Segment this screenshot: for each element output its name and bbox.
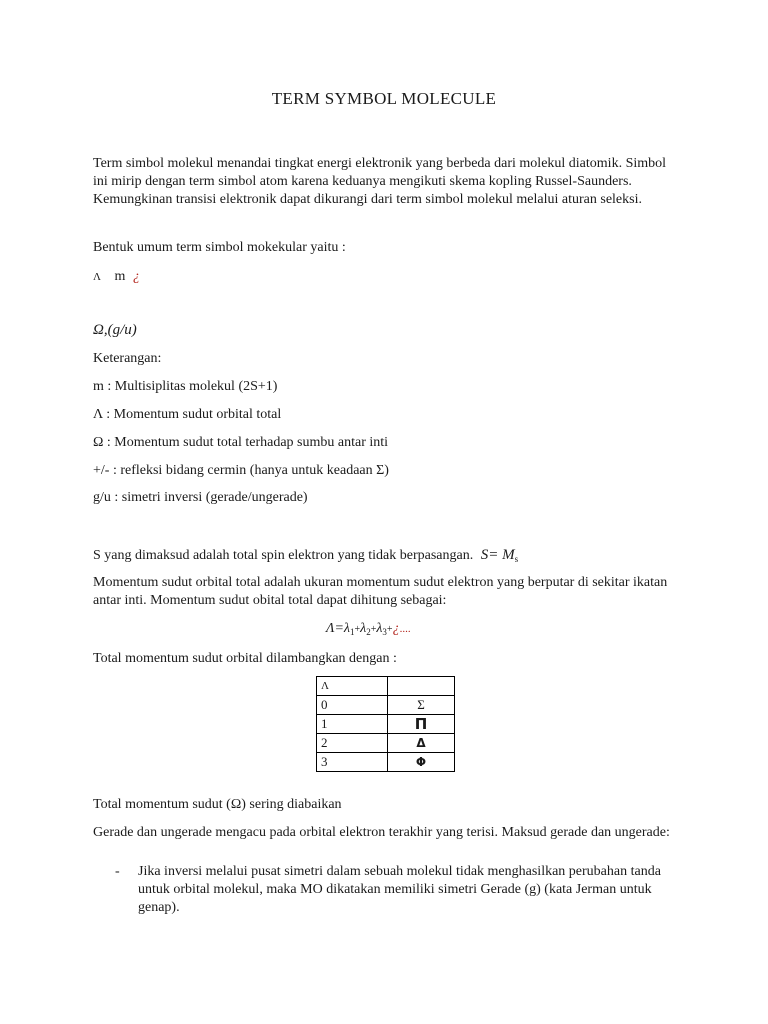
lambda-sum-lhs: Λ= — [326, 621, 344, 636]
lambda-1: λ — [343, 621, 350, 636]
table-row — [317, 734, 455, 753]
table-row — [317, 753, 455, 772]
legend-omega: Ω : Momentum sudut total terhadap sumbu antar inti — [93, 435, 389, 450]
lambda-3: λ — [376, 621, 383, 636]
legend-lambda: Λ : Momentum sudut orbital total — [93, 407, 282, 422]
table-cell-symbol: Φ — [388, 753, 455, 772]
symbol-table — [316, 676, 455, 772]
spin-formula-m: M — [502, 547, 515, 563]
table-header-empty — [388, 677, 455, 696]
momentum-paragraph: Momentum sudut orbital total adalah ukuran momentum sudut elektron yang berputar di sekitar ikatan antar inti. Momentum sudut obital total dapat dihitung sebagai: — [93, 575, 668, 608]
table-row — [317, 715, 455, 734]
spin-formula-lhs: S= — [480, 547, 499, 563]
plus-2: + — [370, 624, 377, 635]
formula-m: m — [114, 269, 126, 284]
lambda-sum-tail: ¿ — [392, 621, 400, 636]
legend-m: m : Multisiplitas molekul (2S+1) — [93, 379, 278, 394]
formula-line-1 — [93, 268, 140, 286]
spin-line — [93, 546, 518, 568]
page-title: TERM SYMBOL MOLECULE — [271, 89, 497, 108]
spin-formula — [481, 547, 518, 563]
table-cell-value: 1 — [317, 715, 388, 734]
plus-1: + — [354, 624, 361, 635]
lambda-sum-formula — [326, 620, 411, 641]
lambda-sum-dots: .... — [399, 623, 411, 635]
formula-line-2: Ω,(g/u) — [93, 322, 137, 338]
spin-formula-sub: s — [514, 554, 519, 564]
spin-text: S yang dimaksud adalah total spin elektron yang tidak berpasangan. — [93, 548, 474, 563]
lambda-2: λ — [360, 621, 367, 636]
lambda-1-sub: 1 — [349, 627, 355, 637]
table-row — [317, 696, 455, 715]
table-cell-value: 0 — [317, 696, 388, 715]
legend-inversion: g/u : simetri inversi (gerade/ungerade) — [93, 490, 308, 505]
keterangan-label: Keterangan: — [93, 351, 162, 366]
table-cell-value: 2 — [317, 734, 388, 753]
table-cell-value: 3 — [317, 753, 388, 772]
intro-paragraph: Term simbol molekul menandai tingkat energi elektronik yang berbeda dari molekul diatomik. Simbol ini mirip dengan term simbol atom karena keduanya mengikuti skema kopling Russel-Saunders. Kemungkinan transisi elektronik dapat dikurangi dari term simbol molekul melalui aturan seleksi. — [93, 156, 667, 207]
legend-reflection: +/- : refleksi bidang cermin (hanya untuk keadaan Σ) — [93, 463, 389, 478]
gerade-paragraph: Gerade dan ungerade mengacu pada orbital elektron terakhir yang terisi. Maksud gerade dan ungerade: — [93, 825, 670, 840]
formula-lambda: Λ — [93, 271, 101, 283]
table-header-lambda: Λ — [317, 677, 388, 696]
bullet-gerade-text: Jika inversi melalui pusat simetri dalam sebuah molekul tidak menghasilkan perubahan tanda untuk orbital molekul, maka MO dikatakan memiliki simetri Gerade (g) (kata Jerman untuk genap). — [138, 864, 661, 915]
table-row — [317, 677, 455, 696]
lambda-2-sub: 2 — [366, 627, 371, 637]
general-form-label: Bentuk umum term simbol mokekular yaitu : — [93, 240, 346, 255]
bullet-dash: - — [115, 864, 120, 879]
lambda-3-sub: 3 — [382, 627, 387, 637]
table-cell-symbol: Δ — [388, 734, 455, 753]
table-cell-symbol: Π — [388, 715, 455, 734]
plus-3: + — [386, 624, 393, 635]
omega-note: Total momentum sudut (Ω) sering diabaikan — [93, 797, 342, 812]
table-intro: Total momentum sudut orbital dilambangkan dengan : — [93, 651, 397, 666]
formula-tail: ¿ — [132, 269, 140, 284]
table-cell-symbol: Σ — [388, 696, 455, 715]
